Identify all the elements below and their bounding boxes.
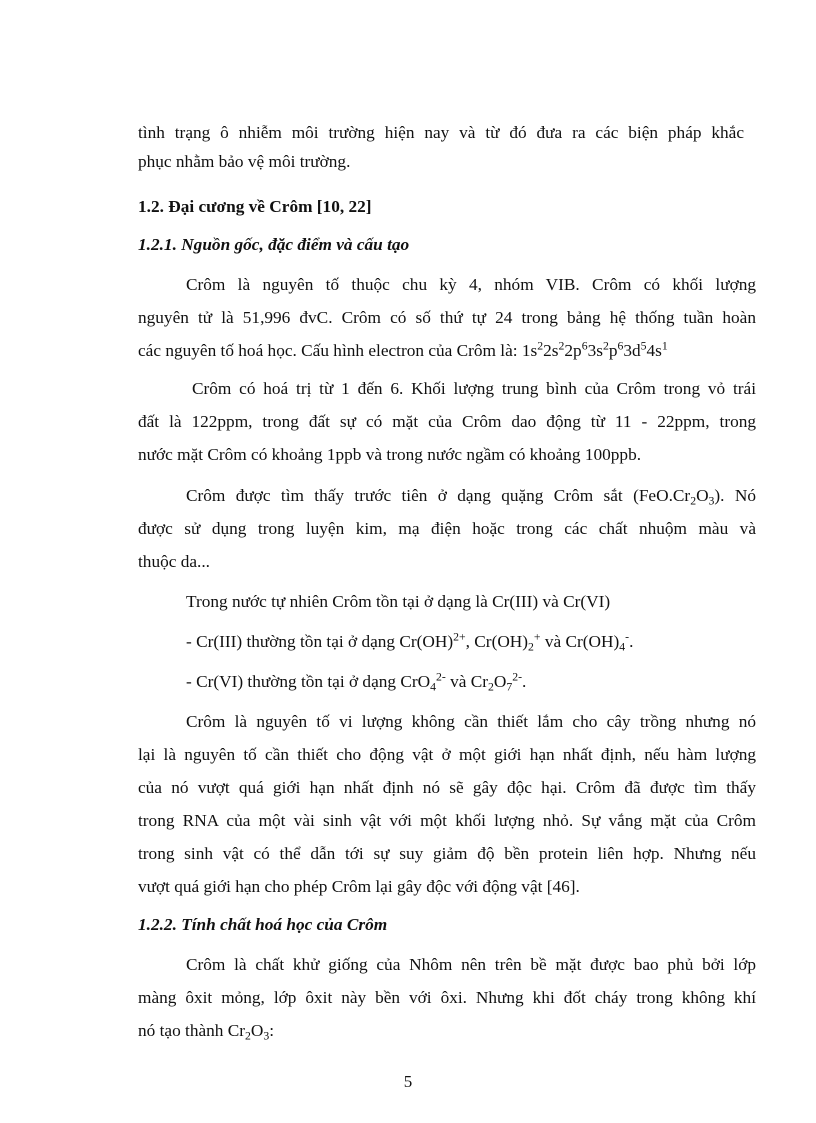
p1-line-2: nguyên tử là 51,996 đvC. Crôm có số thứ tự 24 trong bảng hệ thống tuần hoàn xyxy=(138,308,756,327)
section-heading-1-2: 1.2. Đại cương về Crôm [10, 22] xyxy=(138,197,372,216)
intro-line-2: phục nhằm bảo vệ môi trường. xyxy=(138,152,351,171)
p7-line-2: lại là nguyên tố cần thiết cho động vật ở một giới hạn nhất định, nếu hàm lượng xyxy=(138,745,756,764)
cr-vi-line: - Cr(VI) thường tồn tại ở dạng CrO$_4^{2-}$ và $Cr_2O_7^{2-}$. xyxy=(186,670,527,694)
p1-line-3-text: các nguyên tố hoá học. Cấu hình electron của Crôm là: xyxy=(138,341,522,360)
p7-line-3: của nó vượt quá giới hạn nhất định nó sẽ gây độc hại. Crôm đã được tìm thấy xyxy=(138,778,756,797)
p7-line-1: Crôm là nguyên tố vi lượng không cần thiết lắm cho cây trồng nhưng nó xyxy=(186,712,756,731)
p3-line-2: được sử dụng trong luyện kim, mạ điện hoặc trong các chất nhuộm màu và xyxy=(138,519,756,538)
p1-line-1: Crôm là nguyên tố thuộc chu kỳ 4, nhóm VIB. Crôm có khối lượng xyxy=(186,275,756,294)
p3-line-3: thuộc da... xyxy=(138,552,210,571)
p7-line-5: trong sinh vật có thể dẫn tới sự suy giảm độ bền protein liên hợp. Nhưng nếu xyxy=(138,844,756,863)
p2-line-2: đất là 122ppm, trong đất sự có mặt của Crôm dao động từ 11 - 22ppm, trong xyxy=(138,412,756,431)
p2-line-3: nước mặt Crôm có khoảng 1ppb và trong nước ngầm có khoảng 100ppb. xyxy=(138,445,642,464)
p7-line-4: trong RNA của một vài sinh vật với một khối lượng nhỏ. Sự vắng mặt của Crôm xyxy=(138,811,756,830)
p8-line-3: nó tạo thành $Cr_2O_3$: xyxy=(138,1021,275,1043)
p8-line-1: Crôm là chất khử giống của Nhôm nên trên bề mặt được bao phủ bởi lớp xyxy=(186,955,756,974)
section-heading-1-2-1: 1.2.1. Nguồn gốc, đặc điểm và cấu tạo xyxy=(138,235,410,254)
page-number: 5 xyxy=(403,1072,413,1091)
p7-line-6: vượt quá giới hạn cho phép Crôm lại gây độc với động vật [46]. xyxy=(138,877,580,896)
p3-line-1: Crôm được tìm thấy trước tiên ở dạng quặng Crôm sắt $(FeO.Cr_2O_3)$. Nó xyxy=(186,486,756,508)
p1-line-3 xyxy=(138,340,668,362)
p4-line: Trong nước tự nhiên Crôm tồn tại ở dạng là Cr(III) và Cr(VI) xyxy=(186,592,611,611)
p2-line-1: Crôm có hoá trị từ 1 đến 6. Khối lượng trung bình của Crôm trong vỏ trái xyxy=(192,379,756,398)
p8-line-2: màng ôxit mỏng, lớp ôxit này bền với ôxi. Nhưng khi đốt cháy trong không khí xyxy=(138,988,756,1007)
cr-iii-line: - Cr(III) thường tồn tại ở dạng Cr(OH)$^{2+}$, $Cr(OH)_2^+$ và $Cr(OH)_4^-$. xyxy=(186,630,634,654)
electron-configuration: $1s^22s^22p^63s^2p^63d^54s^1$ xyxy=(521,339,668,360)
intro-line-1: tình trạng ô nhiễm môi trường hiện nay và từ đó đưa ra các biện pháp khắc xyxy=(138,123,744,142)
section-heading-1-2-2: 1.2.2. Tính chất hoá học của Crôm xyxy=(138,915,388,934)
